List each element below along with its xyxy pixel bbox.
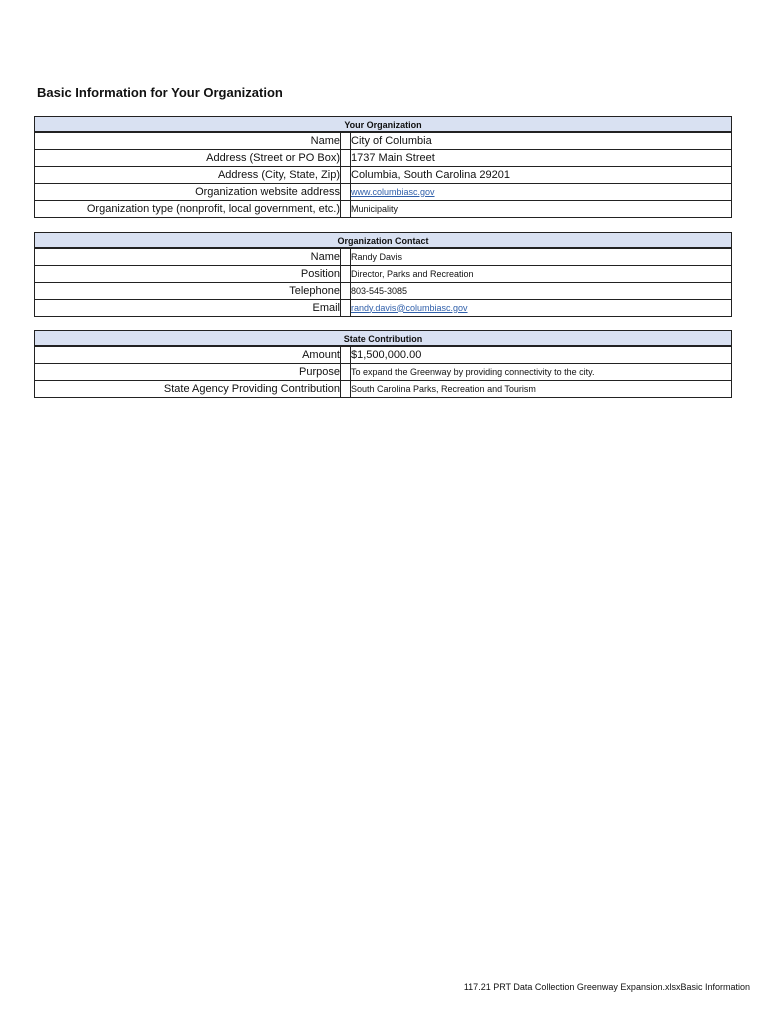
org-website-link[interactable]: www.columbiasc.gov <box>351 186 435 197</box>
table-row <box>35 364 732 381</box>
table-row <box>35 283 732 300</box>
contact-section-header: Organization Contact <box>34 232 732 248</box>
org-website-label: Organization website address <box>35 184 341 201</box>
organization-section <box>34 116 732 218</box>
org-street-label: Address (Street or PO Box) <box>35 150 341 167</box>
agency-value[interactable]: South Carolina Parks, Recreation and Tourism <box>351 381 732 398</box>
org-name-label: Name <box>35 133 341 150</box>
org-city-label: Address (City, State, Zip) <box>35 167 341 184</box>
agency-label: State Agency Providing Contribution <box>35 381 341 398</box>
contact-position-value[interactable]: Director, Parks and Recreation <box>351 266 732 283</box>
contact-section <box>34 232 732 317</box>
table-row <box>35 184 732 201</box>
state-contribution-section-header: State Contribution <box>34 330 732 346</box>
state-contribution-table <box>34 346 732 398</box>
table-row <box>35 201 732 218</box>
amount-value[interactable]: $1,500,000.00 <box>351 347 732 364</box>
table-row <box>35 381 732 398</box>
contact-position-label: Position <box>35 266 341 283</box>
page-footer: 117.21 PRT Data Collection Greenway Expansion.xlsxBasic Information <box>463 982 750 992</box>
state-contribution-section <box>34 330 732 398</box>
contact-table <box>34 248 732 317</box>
table-row <box>35 167 732 184</box>
org-street-value[interactable]: 1737 Main Street <box>351 150 732 167</box>
org-name-value[interactable]: City of Columbia <box>351 133 732 150</box>
contact-telephone-value[interactable]: 803-545-3085 <box>351 283 732 300</box>
page-title: Basic Information for Your Organization <box>37 85 283 100</box>
table-row <box>35 133 732 150</box>
contact-name-value[interactable]: Randy Davis <box>351 249 732 266</box>
org-type-value[interactable]: Municipality <box>351 201 732 218</box>
table-row <box>35 249 732 266</box>
contact-email-label: Email <box>35 300 341 317</box>
org-city-value[interactable]: Columbia, South Carolina 29201 <box>351 167 732 184</box>
organization-section-header: Your Organization <box>34 116 732 132</box>
organization-table <box>34 132 732 218</box>
table-row <box>35 300 732 317</box>
contact-email-link[interactable]: randy.davis@columbiasc.gov <box>351 302 468 313</box>
purpose-label: Purpose <box>35 364 341 381</box>
org-type-label: Organization type (nonprofit, local government, etc.) <box>35 201 341 218</box>
amount-label: Amount <box>35 347 341 364</box>
contact-name-label: Name <box>35 249 341 266</box>
table-row <box>35 347 732 364</box>
contact-telephone-label: Telephone <box>35 283 341 300</box>
table-row <box>35 266 732 283</box>
table-row <box>35 150 732 167</box>
purpose-value[interactable]: To expand the Greenway by providing connectivity to the city. <box>351 364 732 381</box>
